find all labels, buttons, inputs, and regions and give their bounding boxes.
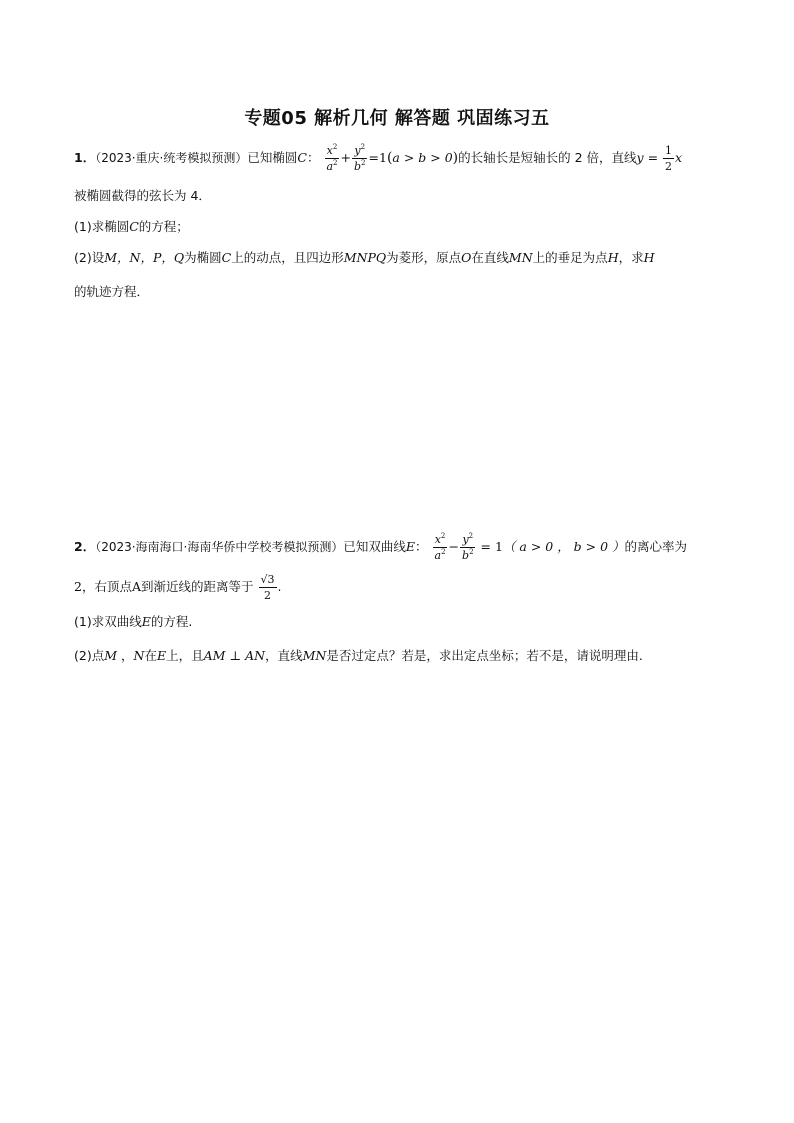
q1-number: 1． <box>74 150 96 165</box>
q1-colon: ： <box>306 150 320 165</box>
q1-paren-l: ( <box>386 150 393 166</box>
q1-paren-r: ) <box>452 150 459 166</box>
q1-plus: + <box>340 150 351 165</box>
q1-line-x: x <box>675 150 683 165</box>
q1-frac-x: $\frac{x^2}{a^2}$ <box>326 143 338 173</box>
q2-condition: （ a > 0 ， b > 0 ） <box>502 539 625 554</box>
q1-part-2-line-2: 的轨迹方程． <box>74 284 150 299</box>
q2-eq-one: = 1 <box>476 539 503 554</box>
q1-eq-one: =1 <box>368 150 387 165</box>
q1-part-1: (1)求椭圆C的方程； <box>74 219 189 234</box>
q2-frac-sqrt3: $\frac{√3}{2}$ <box>260 573 275 602</box>
q1-condition: a > b > 0 <box>392 150 453 165</box>
q2-part-2: (2)点M ，N在E上，且AM ⊥ AN，直线MN是否过定点？若是，求出定点坐标；若不是，请说明理由. <box>74 648 643 663</box>
q1-part-2: (2)设M，N，P，Q为椭圆C上的动点，且四边形MNPQ为菱形，原点O在直线MN上的垂足为点H，求H <box>74 250 655 265</box>
q2-line-1: 2．（2023·海南海口·海南华侨中学校考模拟预测）已知双曲线E： $\frac{x^2}{a^2}$ − $\frac{y^2}{b^2}$ = 1（ a > 0 ， b > 0 ）的离心率为 <box>74 532 688 562</box>
q2-number: 2． <box>74 539 96 554</box>
q1-line-2: 被椭圆截得的弦长为 4． <box>74 188 211 203</box>
q1-line-y: y <box>636 150 644 165</box>
q2-vertex-A: A <box>131 579 141 594</box>
q2-part-1: (1)求双曲线E的方程. <box>74 614 193 629</box>
q1-line-1 <box>74 145 682 172</box>
q2-line-2: 2，右顶点A到渐近线的距离等于 $\frac{√3}{2}$ . <box>74 573 282 602</box>
q1-source: （2023·重庆·统考模拟预测） <box>95 151 248 165</box>
q2-source: （2023·海南海口·海南华侨中学校考模拟预测） <box>95 540 344 554</box>
q1-stem-mid: 的长轴长是短轴长的 2 倍，直线 <box>458 150 637 165</box>
q2-minus: − <box>448 539 460 554</box>
page-title: 专题05 解析几何 解答题 巩固练习五 <box>244 108 550 129</box>
q1-curve: C <box>297 150 307 165</box>
q2-frac-y: $\frac{y^2}{b^2}$ <box>462 532 474 562</box>
q1-eq: = <box>643 150 663 165</box>
q2-eccentricity: 2 <box>74 579 82 594</box>
q2-frac-x: $\frac{x^2}{a^2}$ <box>434 532 446 562</box>
q1-frac-y: $\frac{y^2}{b^2}$ <box>353 143 366 173</box>
q1-stem-pre: 已知椭圆 <box>247 150 298 165</box>
q1-frac-half: $\frac{1}{2}$ <box>665 144 673 173</box>
